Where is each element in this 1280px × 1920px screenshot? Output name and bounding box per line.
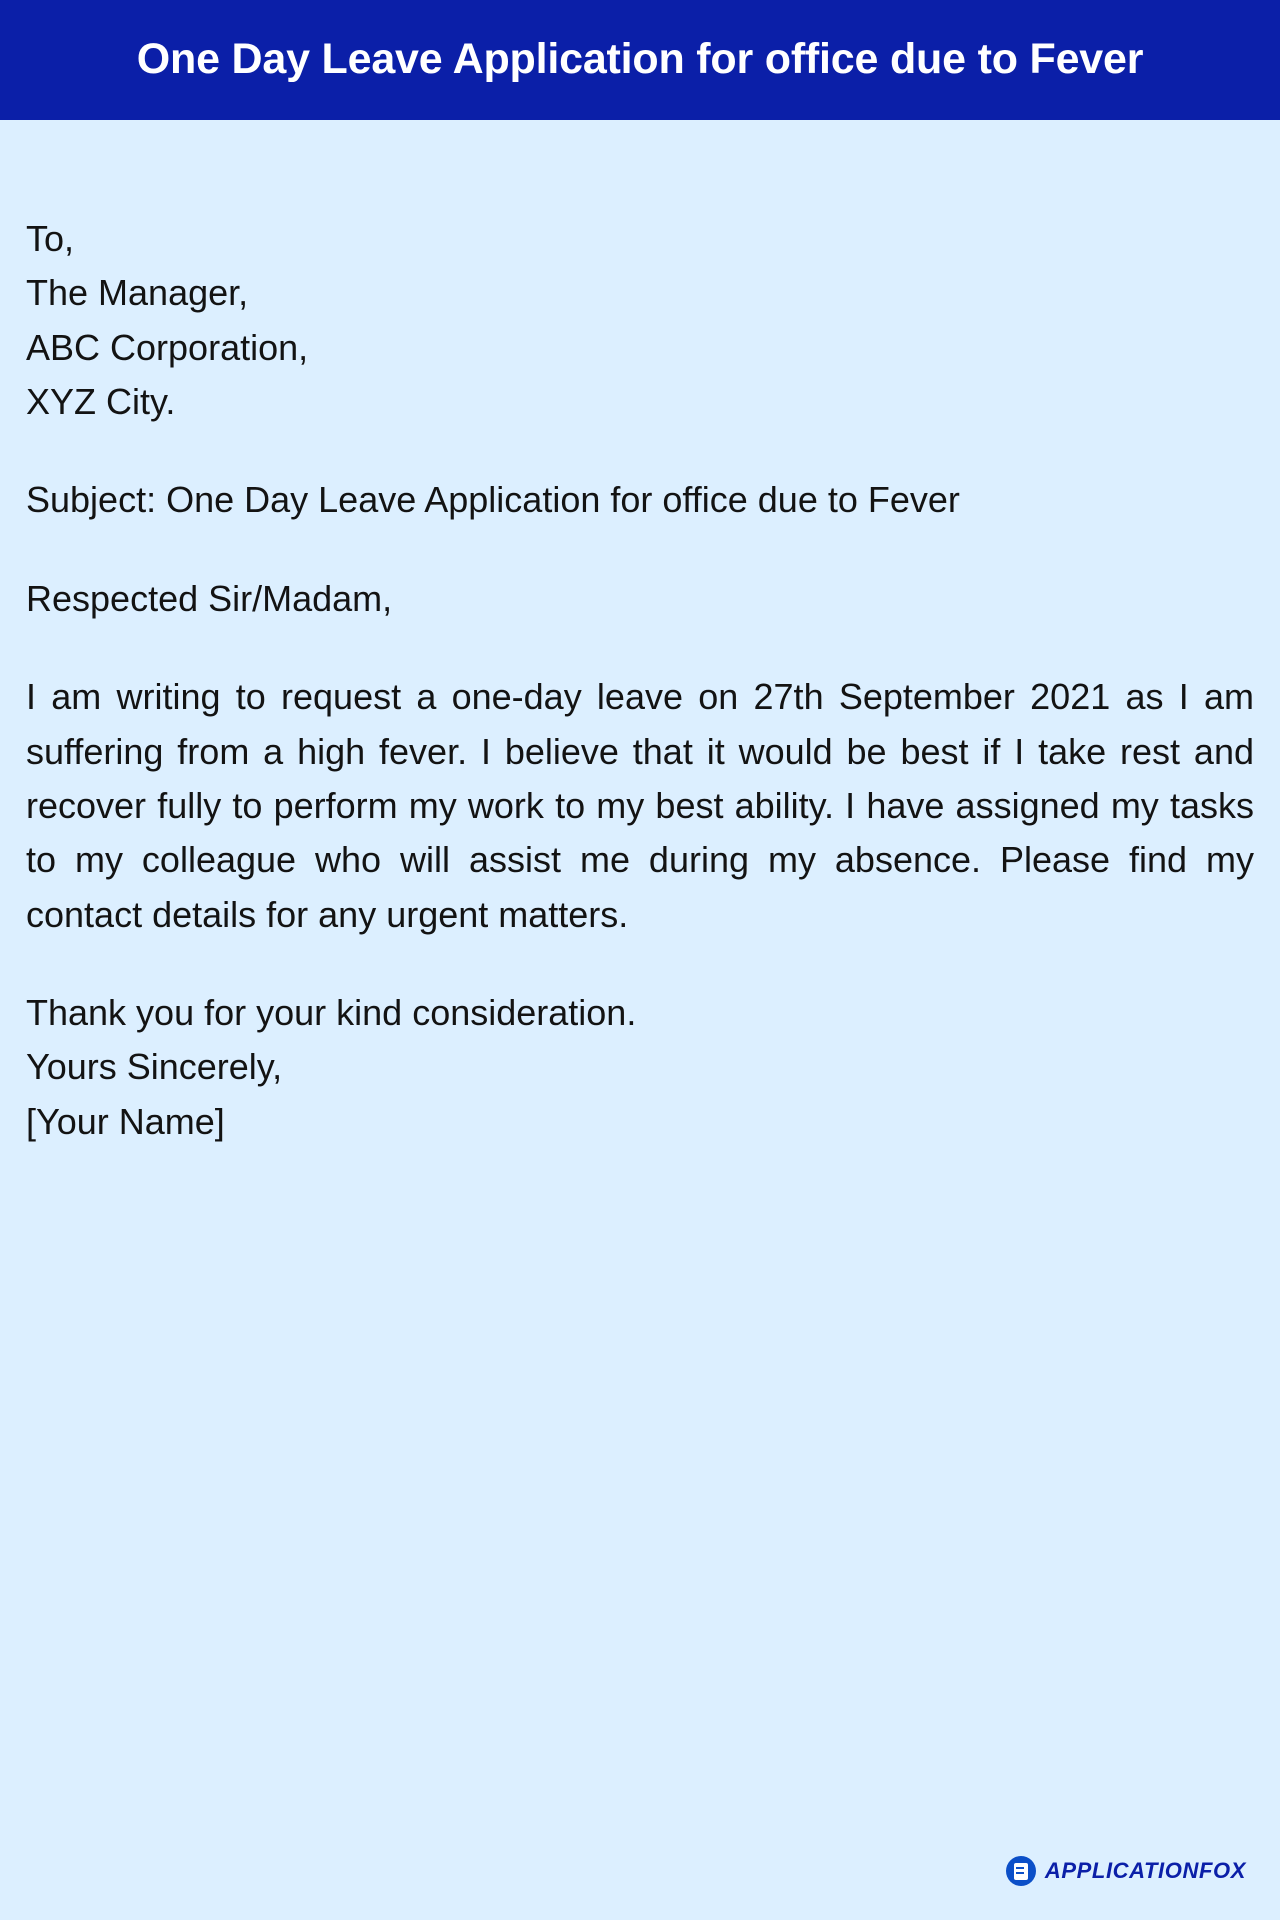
- salutation: Respected Sir/Madam,: [26, 577, 393, 619]
- footer-branding: [1006, 1856, 1246, 1886]
- address-line-1: To,: [26, 218, 75, 259]
- recipient-address: [26, 212, 1254, 429]
- brand-primary: APPLICATION: [1044, 1858, 1199, 1883]
- body-paragraph: I am writing to request a one-day leave on 27th September 2021 as I am suffering from a high fever. I believe that it would be best if I take rest and recover fully to perform my work to my best ability. I have assigned my tasks to my colleague who will assist me during my absence. Please find my contact details for any urgent matters.: [26, 676, 1254, 935]
- closing-thanks: Thank you for your kind consideration.: [26, 991, 637, 1033]
- document-icon: [1006, 1856, 1036, 1886]
- address-line-3: ABC Corporation,: [26, 326, 309, 368]
- brand-name: [1045, 1858, 1246, 1884]
- address-line-2: The Manager,: [26, 272, 249, 314]
- header-bar: [0, 0, 1280, 120]
- brand-secondary: FOX: [1198, 1858, 1246, 1883]
- closing: [26, 986, 1254, 1149]
- page-title: One Day Leave Application for office due to Fever: [136, 35, 1144, 84]
- closing-name: [Your Name]: [26, 1100, 225, 1142]
- closing-signoff: Yours Sincerely,: [26, 1046, 283, 1088]
- subject-line: Subject: One Day Leave Application for office due to Fever: [26, 479, 960, 521]
- letter-content: [0, 120, 1280, 1920]
- address-line-4: XYZ City.: [26, 381, 176, 423]
